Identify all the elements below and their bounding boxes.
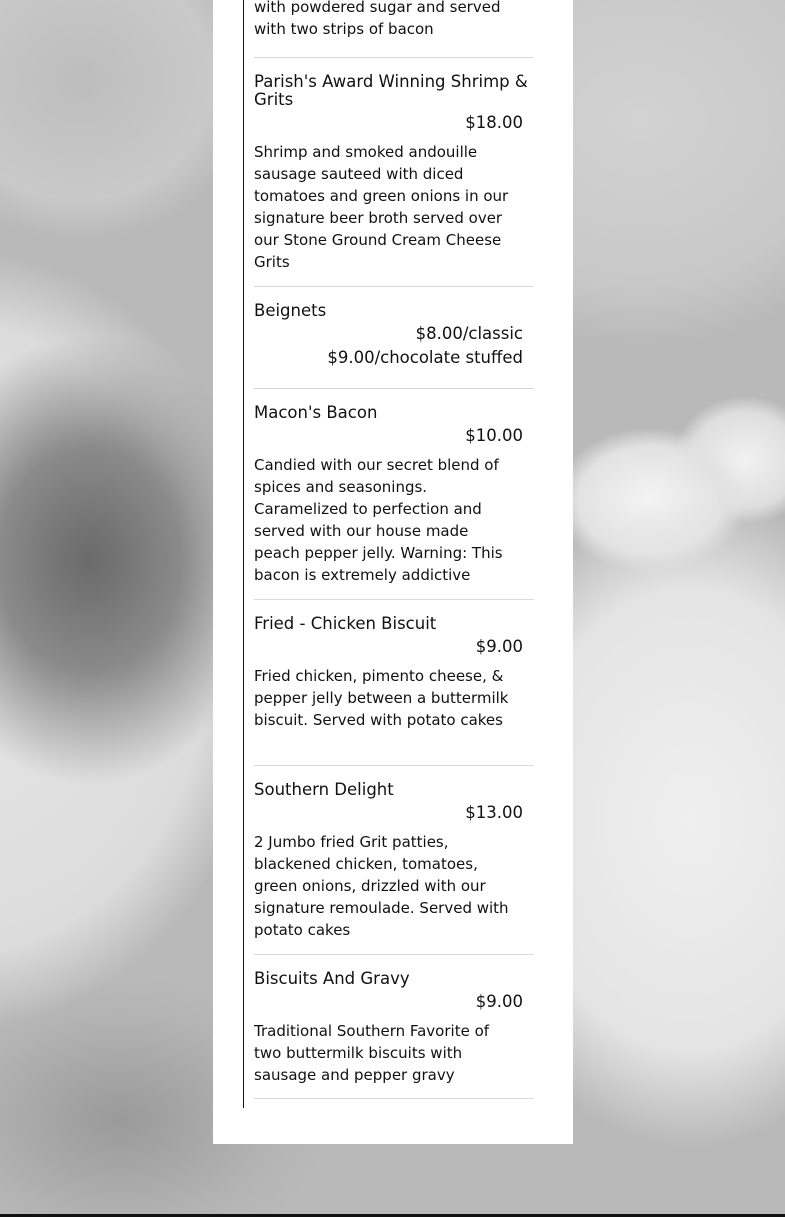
item-price: $9.00: [475, 992, 523, 1011]
item-prices: [254, 635, 534, 659]
item-name: Parish's Award Winning Shrimp & Grits: [254, 72, 528, 109]
item-name: Fried - Chicken Biscuit: [254, 614, 437, 633]
menu-item: [254, 57, 534, 287]
menu-item: [254, 286, 534, 389]
item-price: $8.00/classic: [415, 324, 523, 343]
item-prices: [254, 424, 534, 448]
item-price: $9.00/chocolate stuffed: [327, 348, 523, 367]
menu-item: [254, 765, 534, 955]
item-description: 2 Jumbo fried Grit patties, blackened chicken, tomatoes, green onions, drizzled with our signature remoulade. Served with potato cakes: [254, 833, 509, 939]
item-name: Macon's Bacon: [254, 403, 378, 422]
item-name: Southern Delight: [254, 780, 394, 799]
item-description: with powdered sugar and served with two strips of bacon: [254, 0, 501, 38]
menu-item: [254, 388, 534, 600]
item-name: Biscuits And Gravy: [254, 969, 410, 988]
vertical-rule: [243, 0, 244, 1108]
item-price: $10.00: [465, 426, 523, 445]
item-price: $13.00: [465, 803, 523, 822]
item-name: Beignets: [254, 301, 327, 320]
item-prices: [254, 801, 534, 825]
item-description: Traditional Southern Favorite of two buttermilk biscuits with sausage and pepper gravy: [254, 1022, 490, 1084]
item-prices: [254, 111, 534, 135]
item-description: Fried chicken, pimento cheese, & pepper jelly between a buttermilk biscuit. Served with potato cakes: [254, 667, 509, 729]
item-prices: [254, 990, 534, 1014]
item-price: $9.00: [475, 637, 523, 656]
menu-item: [254, 954, 534, 1099]
item-description: Shrimp and smoked andouille sausage sauteed with diced tomatoes and green onions in our signature beer broth served over our Stone Ground Cream Cheese Grits: [254, 143, 509, 271]
menu-item: [254, 0, 534, 58]
menu-item: [254, 599, 534, 766]
item-price: $18.00: [465, 113, 523, 132]
item-prices: [254, 322, 534, 370]
item-description: Candied with our secret blend of spices and seasonings. Caramelized to perfection and served with our house made peach pepper jelly. Warning: This bacon is extremely addictive: [254, 456, 503, 584]
menu-panel: [213, 0, 573, 1144]
